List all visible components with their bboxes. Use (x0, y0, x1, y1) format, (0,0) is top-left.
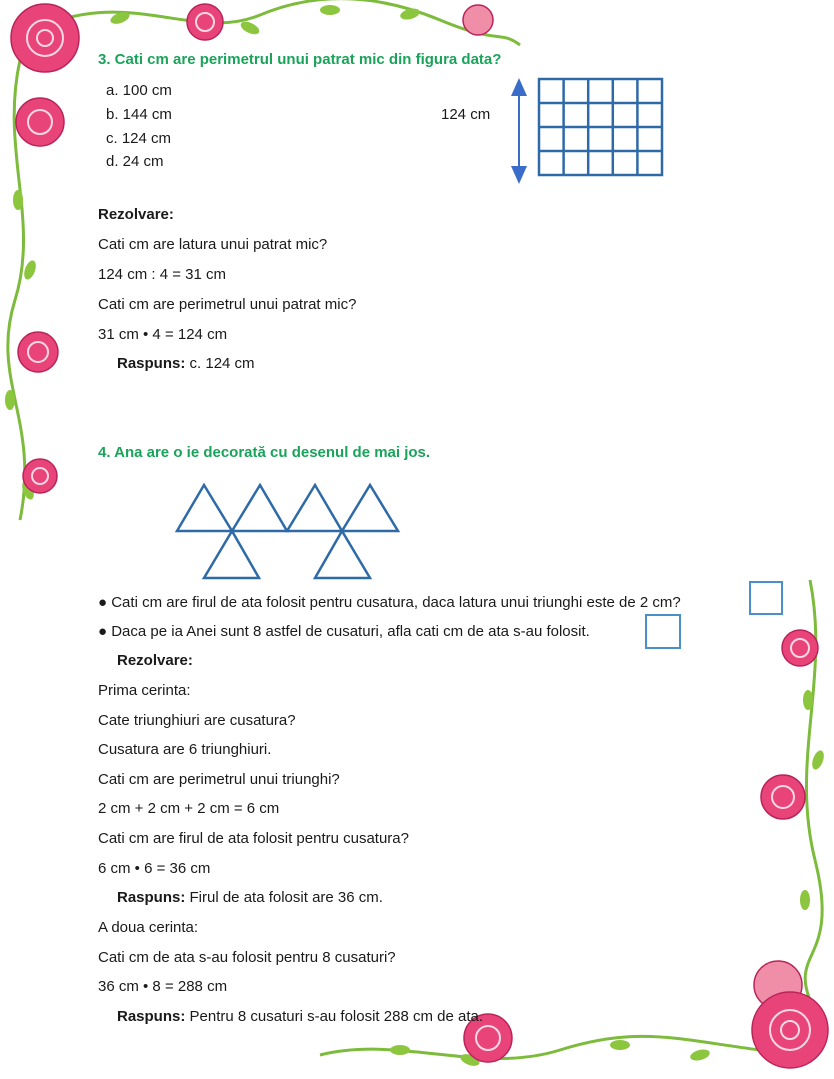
problem3-step-4: 31 cm • 4 = 124 cm (98, 326, 228, 343)
triangle-top-2 (232, 485, 287, 531)
answer-box-1[interactable] (749, 581, 783, 615)
problem3-step-1: Cati cm are latura unui patrat mic? (98, 236, 328, 253)
triangle-bottom-2 (315, 531, 370, 578)
problem4-line-10: 36 cm • 8 = 288 cm (98, 978, 228, 995)
option-a: a. 100 cm (106, 82, 172, 99)
answer-text: Firul de ata folosit are 36 cm. (185, 889, 383, 906)
problem4-line-8: A doua cerinta: (98, 919, 199, 936)
triangle-pattern-figure (170, 480, 405, 584)
triangle-top-4 (342, 485, 398, 531)
answer-text: Pentru 8 cusaturi s-au folosit 288 cm de ata. (185, 1008, 483, 1025)
figure-height-label: 124 cm (441, 106, 491, 123)
triangle-bottom-1 (204, 531, 259, 578)
problem3-solution-title: Rezolvare: (98, 206, 174, 223)
problem4-line-1: Prima cerinta: (98, 682, 191, 699)
answer-text: c. 124 cm (185, 355, 255, 372)
option-d: d. 24 cm (106, 153, 164, 170)
problem4-answer-1 (117, 889, 383, 906)
grid (539, 79, 662, 175)
problem4-line-6: Cati cm are firul de ata folosit pentru cusatura? (98, 830, 409, 847)
problem4-question-2: ● Daca pe ia Anei sunt 8 astfel de cusaturi, afla cati cm de ata s-au folosit. (98, 623, 590, 640)
answer-label: Raspuns: (117, 1008, 186, 1025)
problem4-heading: 4. Ana are o ie decorată cu desenul de mai jos. (98, 444, 431, 461)
answer-label: Raspuns: (117, 355, 186, 372)
problem3-step-3: Cati cm are perimetrul unui patrat mic? (98, 296, 357, 313)
square-grid-figure (505, 76, 670, 188)
problem4-answer-2 (117, 1008, 483, 1025)
answer-label: Raspuns: (117, 889, 186, 906)
height-arrow (511, 78, 527, 184)
answer-box-2[interactable] (645, 614, 681, 649)
problem3-step-2: 124 cm : 4 = 31 cm (98, 266, 226, 283)
option-c: c. 124 cm (106, 130, 172, 147)
problem4-solution-title: Rezolvare: (117, 652, 193, 669)
problem4-line-7: 6 cm • 6 = 36 cm (98, 860, 211, 877)
triangle-top-1 (177, 485, 232, 531)
problem3-answer (117, 355, 255, 372)
problem4-line-2: Cate triunghiuri are cusatura? (98, 712, 296, 729)
option-b: b. 144 cm (106, 106, 172, 123)
problem4-question-1: ● Cati cm are firul de ata folosit pentru cusatura, daca latura unui triunghi este de 2 cm? (98, 594, 681, 611)
problem3-heading: 3. Cati cm are perimetrul unui patrat mic din figura data? (98, 51, 502, 68)
problem4-line-4: Cati cm are perimetrul unui triunghi? (98, 771, 340, 788)
problem4-line-3: Cusatura are 6 triunghiuri. (98, 741, 272, 758)
problem4-line-9: Cati cm de ata s-au folosit pentru 8 cusaturi? (98, 949, 396, 966)
triangle-top-3 (287, 485, 342, 531)
problem4-line-5: 2 cm + 2 cm + 2 cm = 6 cm (98, 800, 280, 817)
